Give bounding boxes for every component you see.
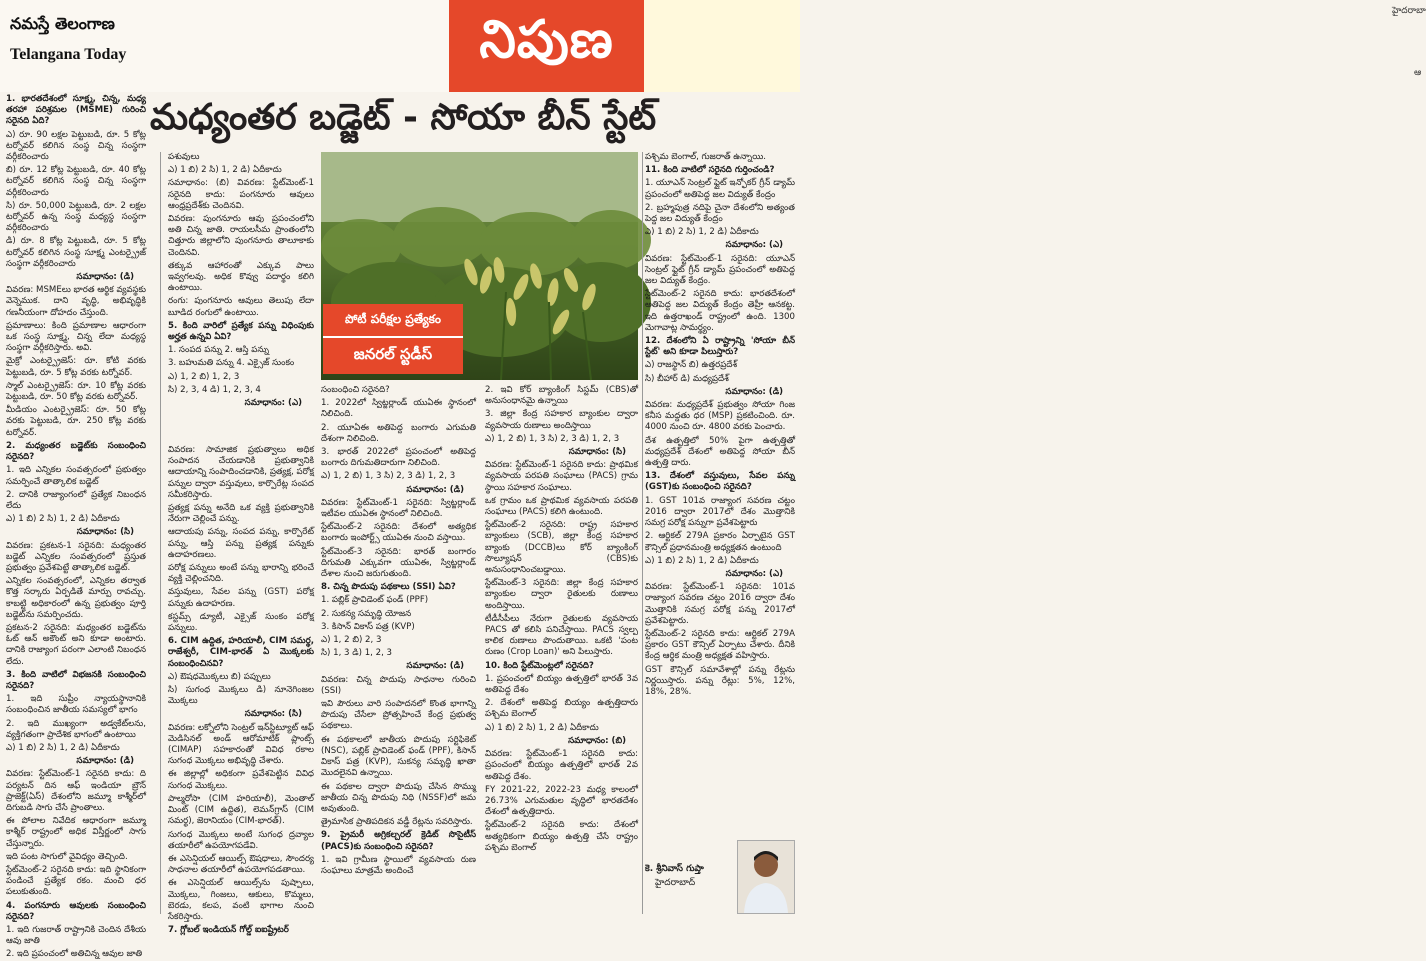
paragraph-text: సమాధానం: (బి) వివరణ: స్టేట్‌మెంట్-1 సరైనది కాదు: పంగనూరు ఆవులు ఆంధ్రప్రదేశ్‌కు చెందినవి. xyxy=(168,178,314,211)
paragraph-text: ఇది పంట సాగులో వైవిధ్యం తెచ్చింది. xyxy=(6,851,128,862)
brand-english-text: Telangana Today xyxy=(10,46,127,63)
question-text: 9. ప్రైమరీ అగ్రికల్చరల్ క్రెడిట్ సొసైటీస్ (PACS)కు సంబంధించి సరైనది? xyxy=(321,830,476,852)
paragraph-text: 2. యూఏఈ అతిపెద్ద బంగారు ఎగుమతి దేశంగా నిలిచింది. xyxy=(321,422,476,444)
paragraph-text: దేశ ఉత్పత్తిలో 50% పైగా ఉత్పత్తితో మధ్యప్రదేశ్ దేశంలో అతిపెద్ద సోయా బీన్ ఉత్పత్తి దారు. xyxy=(645,435,795,469)
answer-text: సమాధానం: (సి) xyxy=(568,447,626,458)
masthead-right-bar xyxy=(644,0,1426,92)
paragraph-text: వివరణ: సామాజిక ప్రభుత్వాలు అధిక సంపాదన చేయడానికి ప్రభుత్వానికి ఆదాయాన్ని సంపాదించడానికి, ప్రత్యక్ష, పరోక్ష పన్నుల ద్వారా వస్తువులు, కార్పొరేట్ల సంపద సమీకరిస్తారు. xyxy=(168,445,314,500)
photo-label-box xyxy=(323,304,463,374)
paragraph-text: 1. GST 101వ రాజ్యాంగ సవరణ చట్టం 2016 ద్వారా 2017లో దేశం మొత్తానికి సమగ్ర పరోక్ష పన్నుగా ప్రవేశపెట్టారు xyxy=(645,495,795,529)
answer-text: సమాధానం: (డి) xyxy=(725,386,783,397)
paragraph-text: వివరణ: స్టేట్‌మెంట్-1 సరైనది: 101వ రాజ్యాంగ సవరణ చట్టం 2016 ద్వారా దేశం మొత్తానికి సమగ్ర పరోక్ష పన్ను 2017లో ప్రవేశపెట్టారు. xyxy=(645,582,795,626)
column-3 xyxy=(321,385,476,915)
paragraph-text: 1. ఇది ఎన్నికల సంవత్సరంలో ప్రభుత్వం సమర్పించే తాత్కాలిక బడ్జెట్ xyxy=(6,465,146,487)
paragraph-text: మైక్రో ఎంటర్ప్రైజెస్: రూ. కోటి వరకు పెట్టుబడి, రూ. 5 కోట్ల వరకు టర్నోవర్. xyxy=(6,356,146,378)
brand-english xyxy=(10,46,126,64)
paragraph-text: టీడీసీపీలు నేరుగా రైతులకు వ్యవసాయ PACS తో కలిసి పనిచేస్తాయి. PACS స్వల్ప కాలిక రుణాలు పొందుతాయి. ఒకటి 'పంట రుణం (Crop Loan)' అని పిలుస్తారు. xyxy=(485,613,638,658)
paragraph-text: స్టేట్‌మెంట్-2 సరైనది: రాష్ట్ర సహకార బ్యాంకులు (SCB), జిల్లా కేంద్ర సహకార బ్యాంకు (DCCB)లు కోర్ బ్యాంకింగ్ సొల్యూషన్ (CBS)కు అనుసంధానించబడ్డాయి. xyxy=(485,520,638,576)
paragraph-text: ఎ) 1 బి) 2 సి) 1, 2 డి) ఏదీకాదు xyxy=(6,742,120,753)
question-text: 3. కింది వాటిలో విభజనకి సంబంధించి సరైనది? xyxy=(6,669,146,691)
paragraph-text: 1. సంపద పన్ను 2. ఆస్తి పన్ను xyxy=(168,345,269,356)
paragraph-text: స్టేట్‌మెంట్-2 సరైనది కాదు: ఆర్టికల్ 279A ప్రకారం GST కౌన్సిల్ ఏర్పాటు చేశారు. దీనికి కేంద్ర ఆర్థిక మంత్రి అధ్యక్షత వహిస్తారు. xyxy=(645,628,795,662)
question-text: 5. కింది వారిలో ప్రత్యేక పన్ను విధింపుకు అర్హత ఉన్నవి ఏవి? xyxy=(168,320,314,343)
paragraph-text: వివరణ: స్టేట్‌మెంట్-1 సరైనది కాదు: ప్రాథమిక వ్యవసాయ పరపతి సంఘాలు (PACS) గ్రామ స్థాయి సహకార సంఘాలు. xyxy=(485,460,638,493)
paragraph-text: సంబంధించి సరైనది? xyxy=(321,385,390,395)
paragraph-text: సి) బీహార్ డి) మధ్యప్రదేశ్ xyxy=(645,373,729,384)
paragraph-text: ఈ పోలాల నివేదిక ఆధారంగా జమ్మూ కాశ్మీర్ రాష్ట్రంలో అధిక విస్తీర్ణంలో సాగు చేస్తున్నారు. xyxy=(6,816,146,849)
section-title: నిపుణ xyxy=(479,9,614,70)
column-1 xyxy=(6,94,147,960)
paragraph-text: ఈ పథకాలలో జాతీయ పొదుపు సర్టిఫికెట్ (NSC), పబ్లిక్ ప్రావిడెంట్ ఫండ్ (PPF), కిసాన్ వికాస్ పత్ర (KVP), సుకన్య సమృద్ధి ఖాతా మొదలైనవి ఉన్నాయి. xyxy=(321,734,476,779)
paragraph-text: ఎ) 1, 2 బి) 2, 3 xyxy=(321,635,382,646)
paragraph-text: తక్కువ ఆహారంతో ఎక్కువ పాలు ఇవ్వగలవు. అధిక కొవ్వు పదార్థం కలిగి ఉంటాయి. xyxy=(168,260,314,294)
answer-text: సమాధానం: (డి) xyxy=(406,484,464,495)
paragraph-text: 2. దేశంలో అతిపెద్ద బియ్యం ఉత్పత్తిదారు పశ్చిమ బెంగాల్ xyxy=(485,698,638,720)
question-text: 2. మధ్యంతర బడ్జెట్‌కు సంబంధించి సరైనది? xyxy=(6,440,146,463)
paragraph-text: 2. ఇది ముఖ్యంగా అడ్వకేట్‌లను, వ్యక్తిగతంగా ప్రాదేశిక భాగంలో ఉంటాయి xyxy=(6,718,146,740)
column-4 xyxy=(485,385,638,915)
paragraph-text: సుగంధ మొక్కలు అంటే సుగంధ ద్రవ్యాల తయారీలో ఉపయోగపడేవి. xyxy=(168,829,314,851)
paragraph-text: 3. బహుమతి పన్ను 4. ఎక్సైజ్ సుంకం xyxy=(168,358,295,369)
paragraph-text: 1. పబ్లిక్ ప్రావిడెంట్ ఫండ్ (PPF) xyxy=(321,595,429,606)
paragraph-text: వివరణ: స్టేట్‌మెంట్-1 సరైనది: యూఎన్ సెంట్రల్ ఫ్లైట్ గ్రీన్ డ్యామ్‌ ప్రపంచంలో అతిపెద్ద జల విద్యుత్ కేంద్రం. xyxy=(645,253,795,287)
paragraph-text: వివరణ: మధ్యప్రదేశ్ ప్రభుత్వం సోయా గింజ కనీస మద్దతు ధర (MSP) ప్రకటించింది. రూ. 4000 నుంచి రూ. 4800 వరకు పెంచారు. xyxy=(645,400,795,433)
answer-text: సమాధానం: (డి) xyxy=(406,661,464,672)
question-text: 12. దేశంలోని ఏ రాష్ట్రాన్ని 'సోయా బీన్ స్టేట్' అని కూడా పిలుస్తారు? xyxy=(645,336,795,358)
column-divider xyxy=(642,152,643,914)
paragraph-text: ఎ) 1 బి) 2 సి) 1, 2 డి) ఏదీకాదు xyxy=(485,722,599,733)
paragraph-text: వివరణ: MSMEలు భారత ఆర్థిక వ్యవస్థకు వెన్నెముక. దాని వృద్ధి, అభివృద్ధికి గణనీయంగా దోహదం చేస్తుంది. xyxy=(6,285,147,318)
answer-text: సమాధానం: (సి) xyxy=(244,709,302,720)
author-photo xyxy=(737,840,795,914)
paragraph-text: స్టేట్‌మెంట్-2 సరైనది కాదు: భారతదేశంలో అతిపెద్ద జల విద్యుత్ కేంద్రం తెహ్రీ ఆనకట్ట. ఇది ఉత్తరాఖండ్ రాష్ట్రంలో ఉంది. 1300 మెగావాట్ల సామర్థ్యం. xyxy=(645,289,795,333)
paragraph-text: FY 2021-22, 2022-23 మధ్య కాలంలో 26.73% ఎగుమతుల వృద్ధిలో భారతదేశం దేశంలో ఉత్పత్తిదారు. xyxy=(485,784,638,818)
paragraph-text: వివరణ: లక్నోలోని సెంట్రల్ ఇన్‌స్టిట్యూట్ ఆఫ్ మెడిసినల్ అండ్ ఆరోమాటిక్ ప్లాంట్స్ (CIMAP) సహకారంతో వివిధ రకాల సుగంధ మొక్కలు అభివృద్ధి చేశారు. xyxy=(168,722,314,767)
paragraph-text: ప్రత్యక్ష పన్ను అనేది ఒక వ్యక్తి ప్రభుత్వానికి నేరుగా చెల్లించే పన్ను. xyxy=(168,503,314,525)
paragraph-text: పశ్చిమ బెంగాల్, గుజరాత్ ఉన్నాయి. xyxy=(645,152,767,162)
paragraph-text: ఎ) 1 బి) 2 సి) 1, 2 డి) ఏదీకాదు xyxy=(168,165,282,176)
soybean-photo xyxy=(321,152,638,380)
answer-text: సమాధానం: (ఎ) xyxy=(725,568,783,579)
paragraph-text: ఒక గ్రామం ఒక ప్రాథమిక వ్యవసాయ పరపతి సంఘాలు (PACS) కలిగి ఉంటుంది. xyxy=(485,495,638,518)
paragraph-text: సి) 2, 3, 4 డి) 1, 2, 3, 4 xyxy=(168,384,261,395)
paragraph-text: ప్రమాణాలు: కింది ప్రమాణాల ఆధారంగా ఒక సంస్థ సూక్ష్మ, చిన్న లేదా మధ్యస్థ సంస్థగా వర్గీకరిస్తారు. అవి. xyxy=(6,320,146,354)
paragraph-text: 3. కిసాన్ వికాస్ పత్ర (KVP) xyxy=(321,621,415,632)
paragraph-text: ఎ) 1 బి) 2 సి) 1, 2 డి) ఏదీకాదు xyxy=(645,555,759,566)
paragraph-text: పాల్మరోసా (CIM హరియాలీ), మెంతాల్ మింట్ (CIM ఉద్దిత), లెమన్‌గ్రాస్ (CIM సమర్థ), జెరానియం (CIM-భారత్). xyxy=(168,793,314,827)
paragraph-text: ఆదాయపు పన్ను, సంపద పన్ను, కార్పొరేట్ పన్ను, ఆస్తి పన్ను ప్రత్యక్ష పన్నుకు ఉదాహరణలు. xyxy=(168,527,314,560)
paragraph-text: 1. ఇది సుప్రీం న్యాయస్థానానికి సంబంధించిన జాతీయ సమస్యలో భాగం xyxy=(6,694,146,716)
author-portrait xyxy=(738,841,794,913)
paragraph-text: ఈ ఎసెన్షియల్ ఆయిల్స్ ఔషధాలు, సౌందర్య సాధనాల తయారీలో ఉపయోగపడతాయి. xyxy=(168,853,314,876)
masthead-date: ఆ xyxy=(1414,68,1422,78)
brand-telugu: నమస్తే తెలంగాణ xyxy=(10,14,115,33)
headline-row xyxy=(150,92,800,152)
masthead xyxy=(0,0,1426,92)
paragraph-text: 3. భారత్ 2022లో ప్రపంచంలో అతిపెద్ద బంగారు దిగుమతిదారుగా నిలిచింది. xyxy=(321,447,476,469)
paragraph-text: వివరణ: ప్రకటన-1 సరైనది: మధ్యంతర బడ్జెట్ ఎన్నికల సంవత్సరంలో ప్రస్తుత ప్రభుత్వం ప్రవేశపెట్టే తాత్కాలిక బడ్జెట్. xyxy=(6,540,146,573)
photo-label-line1: పోటీ పరీక్షల ప్రత్యేకం xyxy=(323,304,463,338)
paragraph-text: 3. జిల్లా కేంద్ర సహకార బ్యాంకుల ద్వారా వ్యవసాయ రుణాలు అందిస్తాయి xyxy=(485,409,638,431)
author-byline xyxy=(645,840,795,915)
paragraph-text: ఎ) రాజస్థాన్ బి) ఉత్తరప్రదేశ్ xyxy=(645,360,738,371)
question-text: 1. భారతదేశంలో సూక్ష్మ, చిన్న, మధ్య తరహా పరిశ్రమల (MSME) గురించి సరైనది ఏది? xyxy=(6,94,146,127)
paragraph-text: 1. 2022లో స్విట్జర్లాండ్ యుఏఈ స్థానంలో నిలిచింది. xyxy=(321,398,476,420)
paragraph-text: ఎ) రూ. 90 లక్షల పెట్టుబడి, రూ. 5 కోట్ల టర్నోవర్ కలిగిన సంస్థ చిన్న సంస్థగా వర్గీకరించారు xyxy=(6,129,146,163)
brand-logo xyxy=(10,14,170,78)
paragraph-text: వివరణ: పుంగనూరు ఆవు ప్రపంచంలోని అతి చిన్న జాతి. రాయలసీమ ప్రాంతంలోని చిత్తూరు జిల్లాలోని పుంగనూరు తాలూకాకు చెందినవి. xyxy=(168,214,314,258)
paragraph-text: 1. ఇవి గ్రామీణ స్థాయిలో వ్యవసాయ రుణ సంఘాలు మాత్రమే అందించే xyxy=(321,854,476,876)
paragraph-text: ఎ) 1, 2 బి) 1, 3 సి) 2, 3 డి) 1, 2, 3 xyxy=(321,471,456,482)
paragraph-text: స్టేట్‌మెంట్-3 సరైనది: జిల్లా కేంద్ర సహకార బ్యాంకుల ద్వారా రైతులకు రుణాలు అందిస్తాయి. xyxy=(485,578,638,611)
paragraph-text: వివరణ: స్టేట్‌మెంట్-1 సరైనది: స్విట్జర్లాండ్ ఇటీవల యుఏఈ స్థానంలో నిలిచింది. xyxy=(321,497,476,520)
answer-text: సమాధానం: (బి) xyxy=(568,735,626,746)
paragraph-text: స్టేట్‌మెంట్-2 సరైనది కాదు: ఇది స్థానికంగా పండించే ప్రత్యేక రకం. మంచి ధర పలుకుతుంది. xyxy=(6,865,146,898)
paragraph-text: 2. ఇవి కోర్ బ్యాంకింగ్ సిస్టమ్ (CBS)తో అనుసంధానమై ఉన్నాయి xyxy=(485,385,638,407)
paragraph-text: ఎ) ఔషధమొక్కలు బి) పప్పులు xyxy=(168,671,271,682)
paragraph-text: సి) సుగంధ మొక్కలు డి) నూనెగింజల మొక్కలు xyxy=(168,685,314,707)
answer-text: సమాధానం: (ఎ) xyxy=(244,398,302,409)
paragraph-text: 2. ఇది ప్రపంచంలో అతిచిన్న ఆవుల జాతి xyxy=(6,949,143,960)
paragraph-text: GST కౌన్సిల్ సమావేశాల్లో పన్ను రేట్లను నిర్ణయిస్తారు. పన్ను రేట్లు: 5%, 12%, 18%, 28%. xyxy=(645,664,795,697)
paragraph-text: వివరణ: స్టేట్‌మెంట్-1 సరైనది కాదు: ది పర్యటన్ దిన ఆఫ్ ఇండియా బ్రౌన్ ప్రాజెక్ట్‌(ఏస్‌) దేశంలోని జమ్మూ కాశ్మీర్‌లో దిగుబడి సాగు చేసే ప్రాంతాలు. xyxy=(6,769,146,813)
paragraph-text: వివరణ: చిన్న పొదుపు సాధనాల గురించి (SSI) xyxy=(321,674,476,696)
paragraph-text: వస్తువులు, సేవల పన్ను (GST) పరోక్ష పన్నుకు ఉదాహరణ. xyxy=(168,587,314,609)
question-text: 11. కింది వాటిలో సరైనది గుర్తించండి? xyxy=(645,165,775,176)
question-text: 7. గ్లోబల్ ఇండియన్ గోల్డ్ ఐఐష్ట్రేటర్ xyxy=(168,925,289,936)
paragraph-text: ఈ ఎసెన్షియల్ ఆయిల్స్‌ను పుష్పాలు, మొక్కలు, గింజలు, ఆకులు, కొమ్మలు, బెరడు, కలప, వంటి భాగాల నుంచి సేకరిస్తారు. xyxy=(168,878,314,922)
paragraph-text: స్టేట్‌మెంట్-2 సరైనది: దేశంలో అత్యధిక బంగారు ఇంపోర్ట్స్ యుఏఈ నుంచి వస్తాయి. xyxy=(321,522,476,544)
paragraph-text: పరోక్ష పన్నులు అంటే పన్ను భారాన్ని భరించే వ్యక్తి చెల్లించనిది. xyxy=(168,563,314,585)
paragraph-text: ఇవి పౌరులు వారి సంపాదనలో కొంత భాగాన్ని పొదుపు చేసేలా ప్రోత్సహించే కేంద్ర ప్రభుత్వ పథకాలు. xyxy=(321,699,476,732)
column-5 xyxy=(645,152,795,837)
paragraph-text: ప్రకటన-2 సరైనది: మధ్యంతర బడ్జెట్‌ను ఓట్ ఆన్ అకౌంట్ అని కూడా అంటారు. దానికి రాజ్యాంగ పరంగా ఎలాంటి నిబంధన లేదు. xyxy=(6,622,146,667)
author-name: కె. శ్రీనివాస్ గుప్తా xyxy=(645,864,704,874)
section-title-box xyxy=(449,0,644,92)
paragraph-text: కస్టమ్స్ డ్యూటీ, ఎక్సైజ్ సుంకం పరోక్ష పన్నులు. xyxy=(168,611,314,634)
answer-text: సమాధానం: (డి) xyxy=(76,756,134,767)
paragraph-text: ఈ జిల్లాల్లో అధికంగా ప్రవేశపెట్టిన వివిధ సుగంధ మొక్కలు. xyxy=(168,769,314,791)
paragraph-text: 2. ఆర్టికల్ 279A ప్రకారం ఏర్పాటైన GST కౌన్సిల్ ప్రధానమంత్రి అధ్యక్షతన ఉంటుంది xyxy=(645,531,795,553)
author-city: హైదరాబాద్ xyxy=(655,878,696,888)
paragraph-text: వివరణ: స్టేట్‌మెంట్-1 సరైనది కాదు: ప్రపంచంలో బియ్యం ఉత్పత్తిలో భారత్ 2వ అతిపెద్ద దేశం. xyxy=(485,749,638,782)
answer-text: సమాధానం: (సి) xyxy=(76,527,134,538)
paragraph-text: ఎ) 1 బి) 2 సి) 1, 2 డి) ఏదీకాదు xyxy=(6,514,120,525)
paragraph-text: 1. ప్రపంచంలో బియ్యం ఉత్పత్తిలో భారత్ 3వ అతిపెద్ద దేశం xyxy=(485,673,638,696)
paragraph-text: మీడియం ఎంటర్ప్రైజెస్: రూ. 50 కోట్ల వరకు పెట్టుబడి, రూ. 250 కోట్ల వరకు టర్నోవర్. xyxy=(6,405,146,438)
paragraph-text: పశువులు xyxy=(168,152,200,162)
paragraph-text: డి) రూ. 8 కోట్ల పెట్టుబడి, రూ. 5 కోట్ల టర్నోవర్ కలిగిన సంస్థ సూక్ష్మ ఎంటర్ప్రైజ్ సంస్థగా వర్గీకరించారు xyxy=(6,236,146,269)
paragraph-text: ఎ) 1, 2 బి) 1, 3 సి) 2, 3 డి) 1, 2, 3 xyxy=(485,433,620,444)
paragraph-text: త్రైమాసిక ప్రాతిపదికన వడ్డీ రేట్లను సవరిస్తారు. xyxy=(321,817,473,828)
question-text: 10. కింది స్టేట్‌మెంట్లలో సరైనది? xyxy=(485,660,594,671)
paragraph-text: స్మాల్ ఎంటర్ప్రైజెస్: రూ. 10 కోట్ల వరకు పెట్టుబడి, రూ. 50 కోట్ల వరకు టర్నోవర్. xyxy=(6,380,146,403)
paragraph-text: ఈ పథకాల ద్వారా పొదుపు చేసిన సొమ్ము జాతీయ చిన్న పొదుపు నిధి (NSSF)లో జమ అవుతుంది. xyxy=(321,781,476,814)
paragraph-text: 2. బ్రహ్మపుత్ర నదిపై చైనా దేశంలోని అత్యంత పెద్ద జల విద్యుత్ కేంద్రం xyxy=(645,202,795,225)
column-2-top xyxy=(168,152,314,442)
paragraph-text: స్టేట్‌మెంట్-3 సరైనది: భారత్ బంగారం దిగుమతి ఎక్కువగా యుఏఈ, స్విట్జర్లాండ్ దేశాల నుంచి జరుగుతుంది. xyxy=(321,546,476,580)
paragraph-text: సి) రూ. 50,000 పెట్టుబడి, రూ. 2 లక్షల టర్నోవర్ ఉన్న సంస్థ మధ్యస్థ సంస్థగా వర్గీకరించారు xyxy=(6,200,146,234)
paragraph-text: 2. దానికి రాజ్యాంగంలో ప్రత్యేక నిబంధన లేదు xyxy=(6,489,146,511)
paragraph-text: ఎన్నికల సంవత్సరంలో, ఎన్నికల తర్వాత కొత్త సర్కారు ఏర్పడితే మార్పు రావచ్చు. కాబట్టి అధికారంలో ఉన్న ప్రభుత్వం పూర్తి బడ్జెట్‌ను సమర్పించదు. xyxy=(6,576,146,620)
paragraph-text: సి) 1, 3 డి) 1, 2, 3 xyxy=(321,648,393,659)
paragraph-text: స్టేట్‌మెంట్-2 సరైనది కాదు: దేశంలో అత్యధికంగా బియ్యం ఉత్పత్తి చేసే రాష్ట్రం పశ్చిమ బెంగాల్ xyxy=(485,820,638,853)
paragraph-text: 1. ఇది గుజరాత్ రాష్ట్రానికి చెందిన దేశీయ ఆవు జాతి xyxy=(6,925,146,947)
paragraph-text: ఎ) 1 బి) 2 సి) 1, 2 డి) ఏదీకాదు xyxy=(645,227,759,238)
answer-text: సమాధానం: (ఎ) xyxy=(725,240,783,251)
photo-label-line2: జనరల్ స్టడీస్ xyxy=(353,345,433,363)
paragraph-text: రంగు: పుంగనూరు ఆవులు తెలుపు లేదా బూడిద రంగులో ఉంటాయి. xyxy=(168,296,314,318)
masthead-city: హైదరాబా xyxy=(1392,6,1426,16)
page-headline: మధ్యంతర బడ్జెట్ - సోయా బీన్ స్టేట్ xyxy=(150,97,657,138)
paragraph-text: ఎ) 1, 2 బి) 1, 2, 3 xyxy=(168,371,240,382)
answer-text: సమాధానం: (డి) xyxy=(76,272,134,283)
question-text: 13. దేశంలో వస్తువులు, సేవల పన్ను (GST)కు సంబంధించి సరైనది? xyxy=(645,471,795,493)
question-text: 6. CIM ఉద్దిత, హరియాలీ, CIM సమర్థ, రాజేశ్వరీ, CIM-భారత్ ఏ మొక్కలకు సంబంధించినవి? xyxy=(168,636,314,669)
column-2 xyxy=(168,445,314,936)
paragraph-text: 1. యూఎన్ సెంట్రల్ ఫ్లైట్ ఇన్ఫోకర్ గ్రీన్ డ్యామ్‌ ప్రపంచంలో అతిపెద్ద జల విద్యుత్ కేంద్రం xyxy=(645,178,795,200)
paragraph-text: బి) రూ. 12 కోట్ల పెట్టుబడి, రూ. 40 కోట్ల టర్నోవర్ కలిగిన సంస్థ చిన్న సంస్థగా వర్గీకరించారు xyxy=(6,165,146,198)
question-text: 8. చిన్న పొదుపు పథకాలు (SSI) ఏవి? xyxy=(321,582,456,593)
column-divider xyxy=(160,152,161,914)
paragraph-text: 2. సుకన్య సమృద్ధి యోజన xyxy=(321,608,412,619)
question-text: 4. పంగనూరు ఆవులకు సంబంధించి సరైనది? xyxy=(6,900,146,922)
